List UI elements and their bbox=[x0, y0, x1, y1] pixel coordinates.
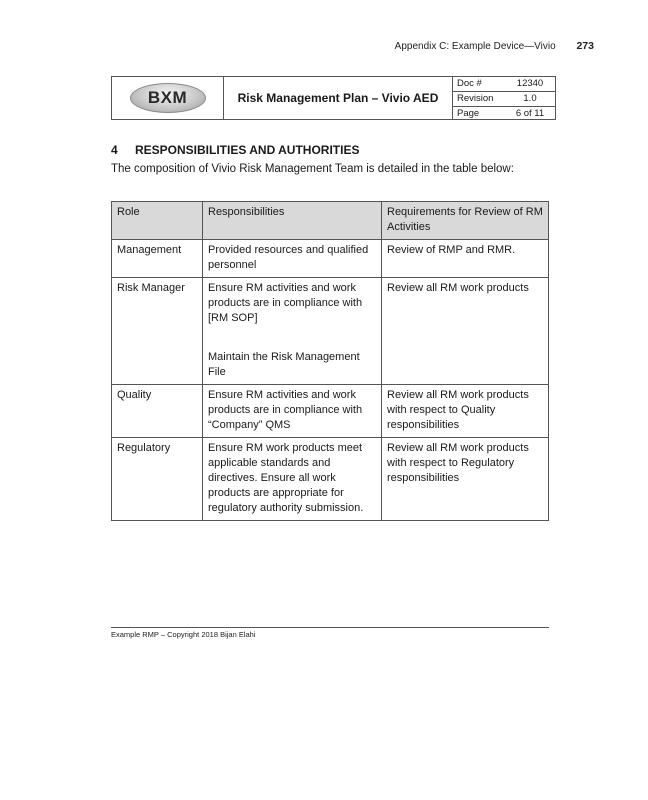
cell-requirements: Review of RMP and RMR. bbox=[382, 240, 549, 278]
table-row bbox=[112, 438, 549, 521]
cell-role: Management bbox=[112, 240, 203, 278]
responsibility-text: Ensure RM work products meet applicable standards and directives. Ensure all work products are appropriate for regulatory authority submission. bbox=[208, 442, 364, 514]
header-responsibilities: Responsibilities bbox=[203, 202, 382, 240]
table-header-row bbox=[112, 202, 549, 240]
table-row bbox=[112, 385, 549, 438]
meta-row-doc bbox=[453, 77, 555, 92]
meta-label: Page bbox=[457, 108, 480, 119]
running-head bbox=[395, 40, 594, 52]
footer-divider bbox=[111, 627, 549, 628]
cell-responsibilities bbox=[203, 240, 382, 278]
cell-responsibilities bbox=[203, 278, 382, 385]
cell-requirements: Review all RM work products with respect to Regulatory responsibilities bbox=[382, 438, 549, 521]
running-head-title: Appendix C: Example Device—Vivio bbox=[394, 41, 556, 52]
meta-value: 1.0 bbox=[523, 93, 537, 104]
responsibility-text: Provided resources and qualified personnel bbox=[208, 244, 369, 271]
paragraph-gap bbox=[208, 326, 376, 350]
header-role: Role bbox=[112, 202, 203, 240]
table-row bbox=[112, 240, 549, 278]
table-row bbox=[112, 278, 549, 385]
section-heading bbox=[111, 143, 359, 157]
responsibility-text: Ensure RM activities and work products are in compliance with [RM SOP] bbox=[208, 282, 363, 324]
section-title: RESPONSIBILITIES AND AUTHORITIES bbox=[135, 143, 360, 157]
cell-role: Risk Manager bbox=[112, 278, 203, 385]
document-title: Risk Management Plan – Vivio AED bbox=[224, 77, 453, 119]
cell-role: Quality bbox=[112, 385, 203, 438]
bxm-logo: BXM bbox=[130, 83, 206, 113]
meta-label: Doc # bbox=[457, 78, 482, 89]
meta-value: 6 of 11 bbox=[515, 108, 545, 119]
section-intro: The composition of Vivio Risk Management Team is detailed in the table below: bbox=[111, 163, 514, 175]
cell-responsibilities bbox=[203, 385, 382, 438]
meta-label: Revision bbox=[457, 93, 494, 104]
header-requirements: Requirements for Review of RM Activities bbox=[382, 202, 549, 240]
footer-copyright: Example RMP – Copyright 2018 Bijan Elahi bbox=[111, 630, 256, 639]
meta-value: 12340 bbox=[516, 78, 544, 89]
cell-responsibilities bbox=[203, 438, 382, 521]
document-meta bbox=[453, 77, 555, 119]
page-number: 273 bbox=[576, 40, 594, 52]
document-header bbox=[111, 76, 556, 120]
responsibility-text: Maintain the Risk Management File bbox=[208, 351, 360, 378]
section-number: 4 bbox=[111, 143, 118, 157]
meta-row-revision bbox=[453, 92, 555, 107]
responsibilities-table bbox=[111, 201, 549, 521]
meta-row-page bbox=[453, 107, 555, 121]
cell-role: Regulatory bbox=[112, 438, 203, 521]
cell-requirements: Review all RM work products with respect to Quality responsibilities bbox=[382, 385, 549, 438]
responsibility-text: Ensure RM activities and work products are in compliance with “Company” QMS bbox=[208, 389, 363, 431]
cell-requirements: Review all RM work products bbox=[382, 278, 549, 385]
logo-cell bbox=[112, 77, 224, 119]
